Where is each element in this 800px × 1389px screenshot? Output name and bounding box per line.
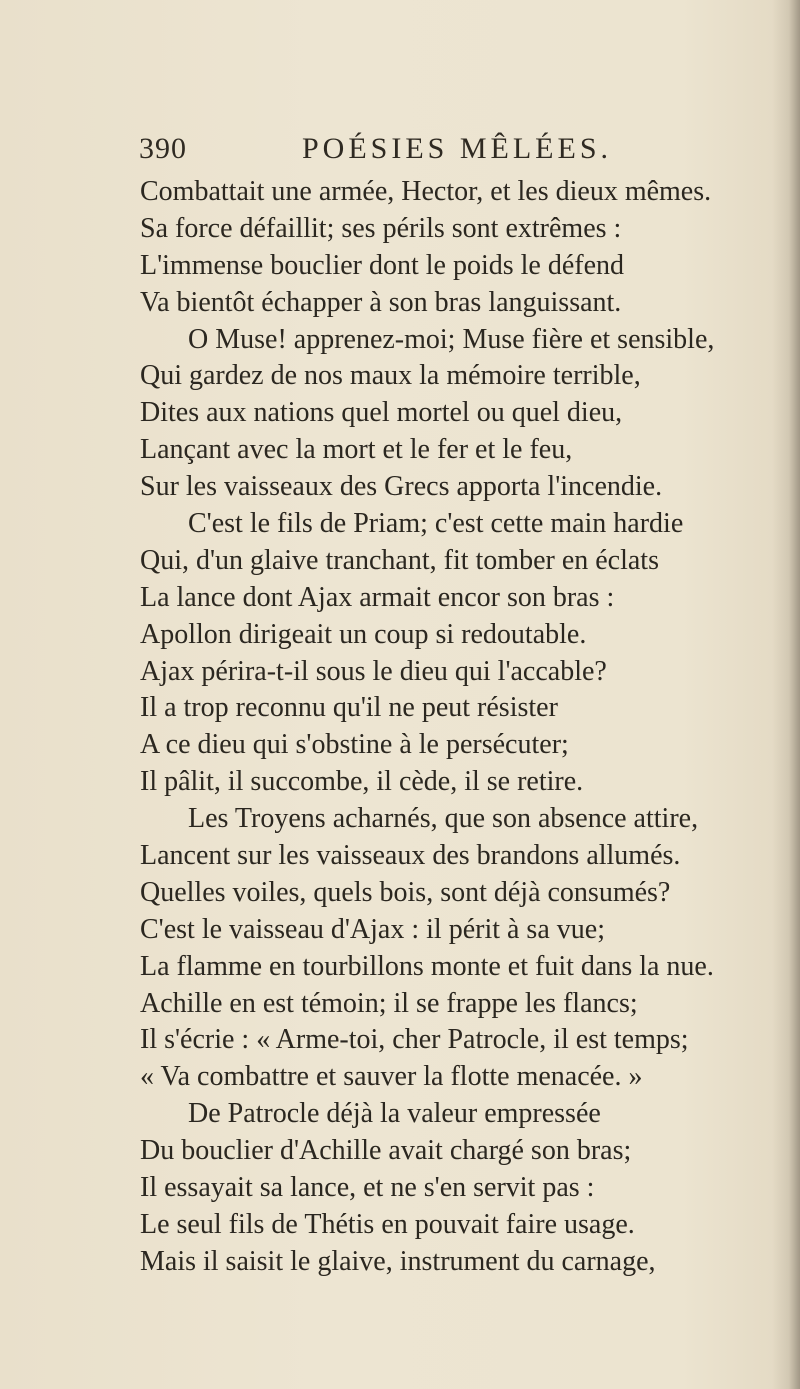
page-header [139, 132, 739, 172]
poem-line: Ajax périra-t-il sous le dieu qui l'accable? [140, 655, 607, 687]
poem-line: C'est le vaisseau d'Ajax : il périt à sa vue; [140, 913, 605, 945]
poem-line: « Va combattre et sauver la flotte menacée. » [140, 1061, 643, 1093]
poem-line: Lançant avec la mort et le fer et le feu, [140, 434, 573, 466]
poem-line: La flamme en tourbillons monte et fuit dans la nue. [140, 950, 714, 982]
poem-line: Du bouclier d'Achille avait chargé son bras; [140, 1135, 632, 1167]
poem-line: Achille en est témoin; il se frappe les flancs; [140, 987, 638, 1019]
poem-line: La lance dont Ajax armait encor son bras : [140, 581, 615, 613]
poem-line: Dites aux nations quel mortel ou quel dieu, [140, 397, 623, 429]
poem-line: Il essayait sa lance, et ne s'en servit pas : [140, 1172, 595, 1204]
poem-line: O Muse! apprenez-moi; Muse fière et sensible, [188, 323, 715, 355]
poem-line: Qui gardez de nos maux la mémoire terrible, [140, 360, 641, 392]
poem-line: Apollon dirigeait un coup si redoutable. [140, 618, 587, 650]
poem-line: Il a trop reconnu qu'il ne peut résister [140, 692, 558, 724]
poem-text [140, 174, 790, 1281]
poem-line: Il pâlit, il succombe, il cède, il se retire. [140, 766, 584, 798]
poem-line: Mais il saisit le glaive, instrument du carnage, [140, 1245, 656, 1277]
poem-line: L'immense bouclier dont le poids le défend [140, 249, 625, 281]
running-title: POÉSIES MÊLÉES. [302, 132, 613, 165]
poem-line: Combattait une armée, Hector, et les dieux mêmes. [140, 176, 712, 207]
poem-line: De Patrocle déjà la valeur empressée [188, 1098, 601, 1130]
poem-line: Qui, d'un glaive tranchant, fit tomber en éclats [140, 544, 659, 576]
poem-line: Les Troyens acharnés, que son absence attire, [188, 803, 699, 835]
poem-line: Quelles voiles, quels bois, sont déjà consumés? [140, 876, 671, 908]
poem-line: Sa force défaillit; ses périls sont extrêmes : [140, 212, 622, 244]
poem-line: C'est le fils de Priam; c'est cette main hardie [188, 508, 684, 540]
poem-line: Sur les vaisseaux des Grecs apporta l'incendie. [140, 471, 663, 503]
poem-line: A ce dieu qui s'obstine à le persécuter; [140, 729, 569, 761]
poem-line: Le seul fils de Thétis en pouvait faire usage. [140, 1208, 635, 1240]
poem-line: Il s'écrie : « Arme-toi, cher Patrocle, il est temps; [140, 1024, 689, 1056]
page-number: 390 [139, 132, 187, 165]
poem-line: Lancent sur les vaisseaux des brandons allumés. [140, 840, 681, 872]
poem-line: Va bientôt échapper à son bras languissant. [140, 286, 622, 318]
